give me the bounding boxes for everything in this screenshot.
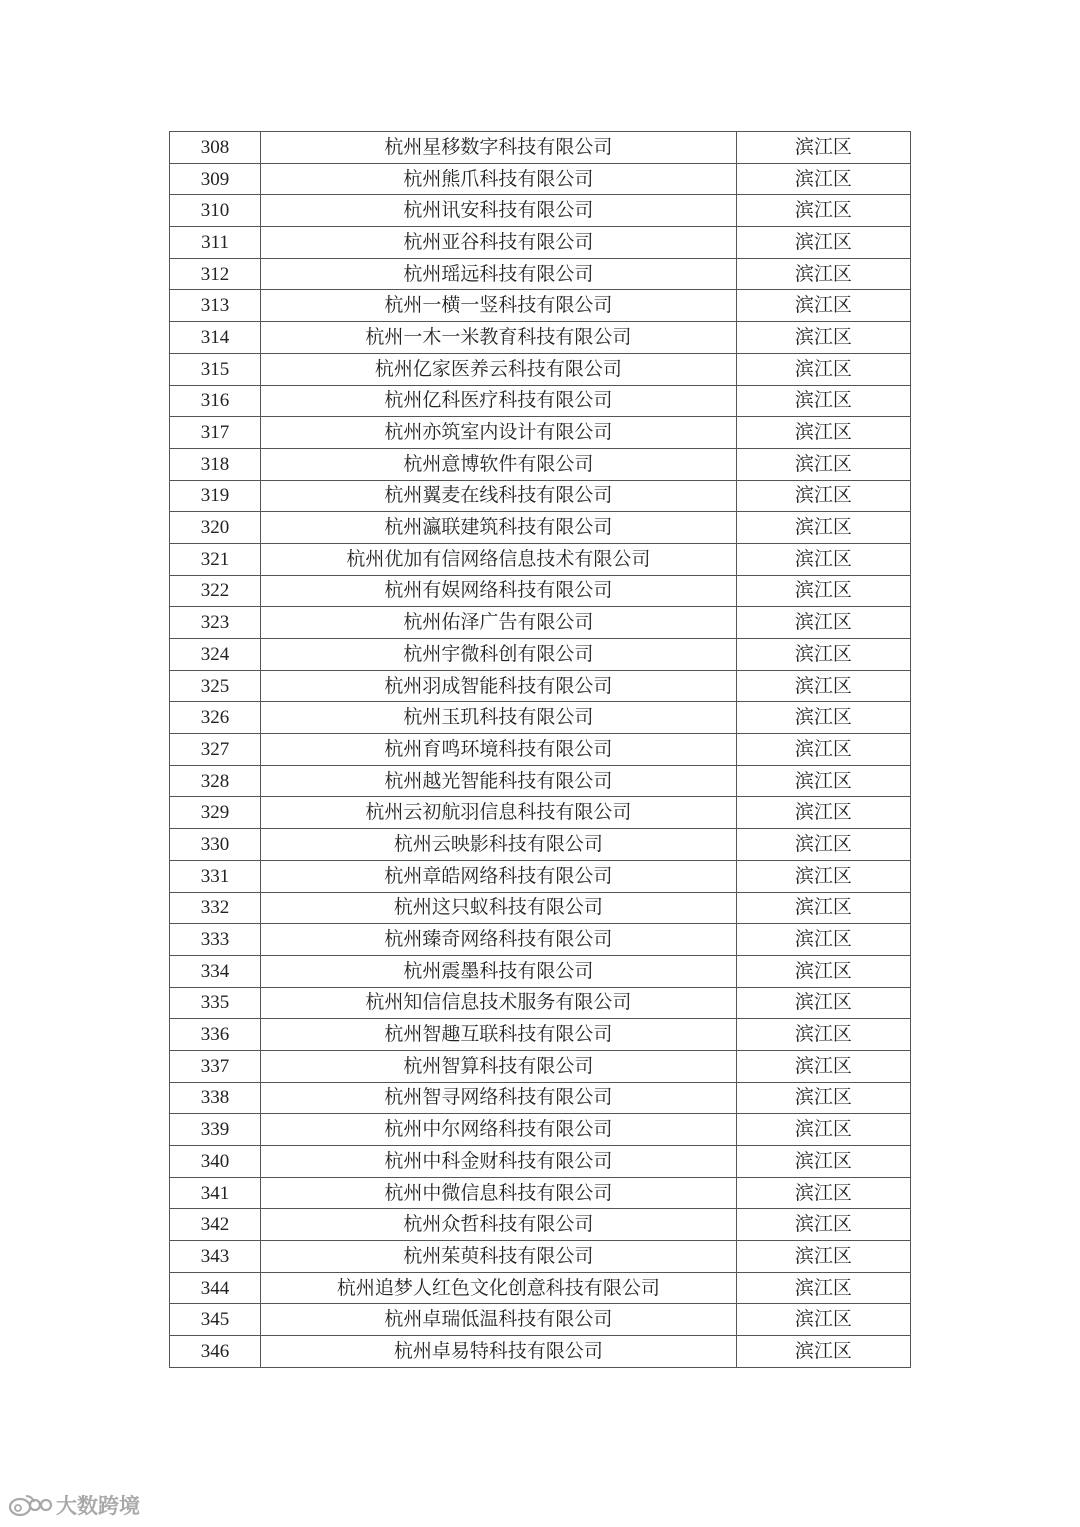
row-number: 326 [170, 702, 261, 734]
company-name: 杭州亿家医养云科技有限公司 [261, 353, 737, 385]
table-row [170, 132, 911, 164]
company-name: 杭州智算科技有限公司 [261, 1050, 737, 1082]
company-name: 杭州玉玑科技有限公司 [261, 702, 737, 734]
district: 滨江区 [736, 575, 910, 607]
district: 滨江区 [736, 385, 910, 417]
table-row [170, 1114, 911, 1146]
district: 滨江区 [736, 987, 910, 1019]
company-name: 杭州中微信息科技有限公司 [261, 1177, 737, 1209]
district: 滨江区 [736, 1114, 910, 1146]
table-body [170, 132, 911, 1368]
district: 滨江区 [736, 734, 910, 766]
table-row [170, 195, 911, 227]
company-name: 杭州瑶远科技有限公司 [261, 258, 737, 290]
table-row [170, 448, 911, 480]
row-number: 323 [170, 607, 261, 639]
table-row [170, 734, 911, 766]
table-row [170, 955, 911, 987]
table-row [170, 1304, 911, 1336]
table-row [170, 607, 911, 639]
table-row [170, 385, 911, 417]
table-row [170, 258, 911, 290]
table-row [170, 1019, 911, 1051]
district: 滨江区 [736, 1336, 910, 1368]
company-name: 杭州讯安科技有限公司 [261, 195, 737, 227]
row-number: 335 [170, 987, 261, 1019]
company-name: 杭州云映影科技有限公司 [261, 829, 737, 861]
company-name: 杭州茱萸科技有限公司 [261, 1241, 737, 1273]
table-row [170, 1241, 911, 1273]
table-row [170, 1082, 911, 1114]
company-name: 杭州云初航羽信息科技有限公司 [261, 797, 737, 829]
table-row [170, 290, 911, 322]
table-row [170, 512, 911, 544]
table-row [170, 670, 911, 702]
row-number: 325 [170, 670, 261, 702]
company-name: 杭州智寻网络科技有限公司 [261, 1082, 737, 1114]
company-name: 杭州星移数字科技有限公司 [261, 132, 737, 164]
district: 滨江区 [736, 1050, 910, 1082]
company-name: 杭州宇微科创有限公司 [261, 639, 737, 671]
district: 滨江区 [736, 1241, 910, 1273]
table-row [170, 353, 911, 385]
table-row [170, 829, 911, 861]
company-name: 杭州章皓网络科技有限公司 [261, 860, 737, 892]
company-name: 杭州一横一竖科技有限公司 [261, 290, 737, 322]
district: 滨江区 [736, 163, 910, 195]
district: 滨江区 [736, 353, 910, 385]
company-name: 杭州翼麦在线科技有限公司 [261, 480, 737, 512]
district: 滨江区 [736, 829, 910, 861]
company-name: 杭州越光智能科技有限公司 [261, 765, 737, 797]
row-number: 346 [170, 1336, 261, 1368]
row-number: 330 [170, 829, 261, 861]
table-row [170, 1336, 911, 1368]
row-number: 342 [170, 1209, 261, 1241]
company-name: 杭州知信信息技术服务有限公司 [261, 987, 737, 1019]
table-row [170, 543, 911, 575]
row-number: 321 [170, 543, 261, 575]
company-list-table [169, 131, 911, 1368]
table-row [170, 322, 911, 354]
district: 滨江区 [736, 607, 910, 639]
row-number: 329 [170, 797, 261, 829]
row-number: 337 [170, 1050, 261, 1082]
district: 滨江区 [736, 417, 910, 449]
table-row [170, 1272, 911, 1304]
district: 滨江区 [736, 290, 910, 322]
district: 滨江区 [736, 1177, 910, 1209]
company-name: 杭州追梦人红色文化创意科技有限公司 [261, 1272, 737, 1304]
row-number: 339 [170, 1114, 261, 1146]
table-row [170, 860, 911, 892]
row-number: 317 [170, 417, 261, 449]
table-row [170, 797, 911, 829]
table-row [170, 1177, 911, 1209]
row-number: 310 [170, 195, 261, 227]
district: 滨江区 [736, 195, 910, 227]
district: 滨江区 [736, 132, 910, 164]
row-number: 328 [170, 765, 261, 797]
row-number: 338 [170, 1082, 261, 1114]
company-name: 杭州卓易特科技有限公司 [261, 1336, 737, 1368]
table-row [170, 480, 911, 512]
district: 滨江区 [736, 1146, 910, 1178]
district: 滨江区 [736, 322, 910, 354]
district: 滨江区 [736, 512, 910, 544]
row-number: 340 [170, 1146, 261, 1178]
row-number: 344 [170, 1272, 261, 1304]
watermark [8, 1490, 140, 1520]
district: 滨江区 [736, 924, 910, 956]
row-number: 314 [170, 322, 261, 354]
row-number: 341 [170, 1177, 261, 1209]
company-name: 杭州亿科医疗科技有限公司 [261, 385, 737, 417]
district: 滨江区 [736, 543, 910, 575]
district: 滨江区 [736, 702, 910, 734]
district: 滨江区 [736, 1304, 910, 1336]
company-name: 杭州优加有信网络信息技术有限公司 [261, 543, 737, 575]
table-row [170, 227, 911, 259]
district: 滨江区 [736, 1272, 910, 1304]
company-name: 杭州亚谷科技有限公司 [261, 227, 737, 259]
table-row [170, 702, 911, 734]
company-name: 杭州震墨科技有限公司 [261, 955, 737, 987]
row-number: 333 [170, 924, 261, 956]
company-name: 杭州意博软件有限公司 [261, 448, 737, 480]
table-row [170, 1146, 911, 1178]
table-row [170, 163, 911, 195]
district: 滨江区 [736, 227, 910, 259]
district: 滨江区 [736, 765, 910, 797]
row-number: 332 [170, 892, 261, 924]
company-name: 杭州有娱网络科技有限公司 [261, 575, 737, 607]
row-number: 316 [170, 385, 261, 417]
company-name: 杭州一木一米教育科技有限公司 [261, 322, 737, 354]
district: 滨江区 [736, 860, 910, 892]
company-name: 杭州育鸣环境科技有限公司 [261, 734, 737, 766]
table-row [170, 1050, 911, 1082]
row-number: 309 [170, 163, 261, 195]
district: 滨江区 [736, 955, 910, 987]
table-row [170, 892, 911, 924]
table-row [170, 639, 911, 671]
district: 滨江区 [736, 1209, 910, 1241]
company-name: 杭州这只蚁科技有限公司 [261, 892, 737, 924]
row-number: 315 [170, 353, 261, 385]
table-row [170, 575, 911, 607]
company-name: 杭州羽成智能科技有限公司 [261, 670, 737, 702]
district: 滨江区 [736, 670, 910, 702]
row-number: 345 [170, 1304, 261, 1336]
row-number: 324 [170, 639, 261, 671]
district: 滨江区 [736, 480, 910, 512]
row-number: 336 [170, 1019, 261, 1051]
watermark-text: 大数跨境 [56, 1494, 140, 1518]
row-number: 327 [170, 734, 261, 766]
table-row [170, 417, 911, 449]
row-number: 318 [170, 448, 261, 480]
table-row [170, 765, 911, 797]
row-number: 312 [170, 258, 261, 290]
district: 滨江区 [736, 1019, 910, 1051]
row-number: 334 [170, 955, 261, 987]
table-row [170, 924, 911, 956]
company-name: 杭州臻奇网络科技有限公司 [261, 924, 737, 956]
district: 滨江区 [736, 797, 910, 829]
table-row [170, 987, 911, 1019]
company-name: 杭州智趣互联科技有限公司 [261, 1019, 737, 1051]
row-number: 313 [170, 290, 261, 322]
row-number: 343 [170, 1241, 261, 1273]
row-number: 308 [170, 132, 261, 164]
row-number: 320 [170, 512, 261, 544]
company-name: 杭州熊爪科技有限公司 [261, 163, 737, 195]
company-name: 杭州众哲科技有限公司 [261, 1209, 737, 1241]
district: 滨江区 [736, 1082, 910, 1114]
company-name: 杭州中尔网络科技有限公司 [261, 1114, 737, 1146]
company-name: 杭州佑泽广告有限公司 [261, 607, 737, 639]
table-row [170, 1209, 911, 1241]
district: 滨江区 [736, 892, 910, 924]
row-number: 311 [170, 227, 261, 259]
weibo-logo-icon [8, 1492, 52, 1518]
row-number: 319 [170, 480, 261, 512]
district: 滨江区 [736, 258, 910, 290]
district: 滨江区 [736, 639, 910, 671]
company-name: 杭州中科金财科技有限公司 [261, 1146, 737, 1178]
district: 滨江区 [736, 448, 910, 480]
company-name: 杭州卓瑞低温科技有限公司 [261, 1304, 737, 1336]
company-name: 杭州瀛联建筑科技有限公司 [261, 512, 737, 544]
row-number: 331 [170, 860, 261, 892]
row-number: 322 [170, 575, 261, 607]
company-name: 杭州亦筑室内设计有限公司 [261, 417, 737, 449]
